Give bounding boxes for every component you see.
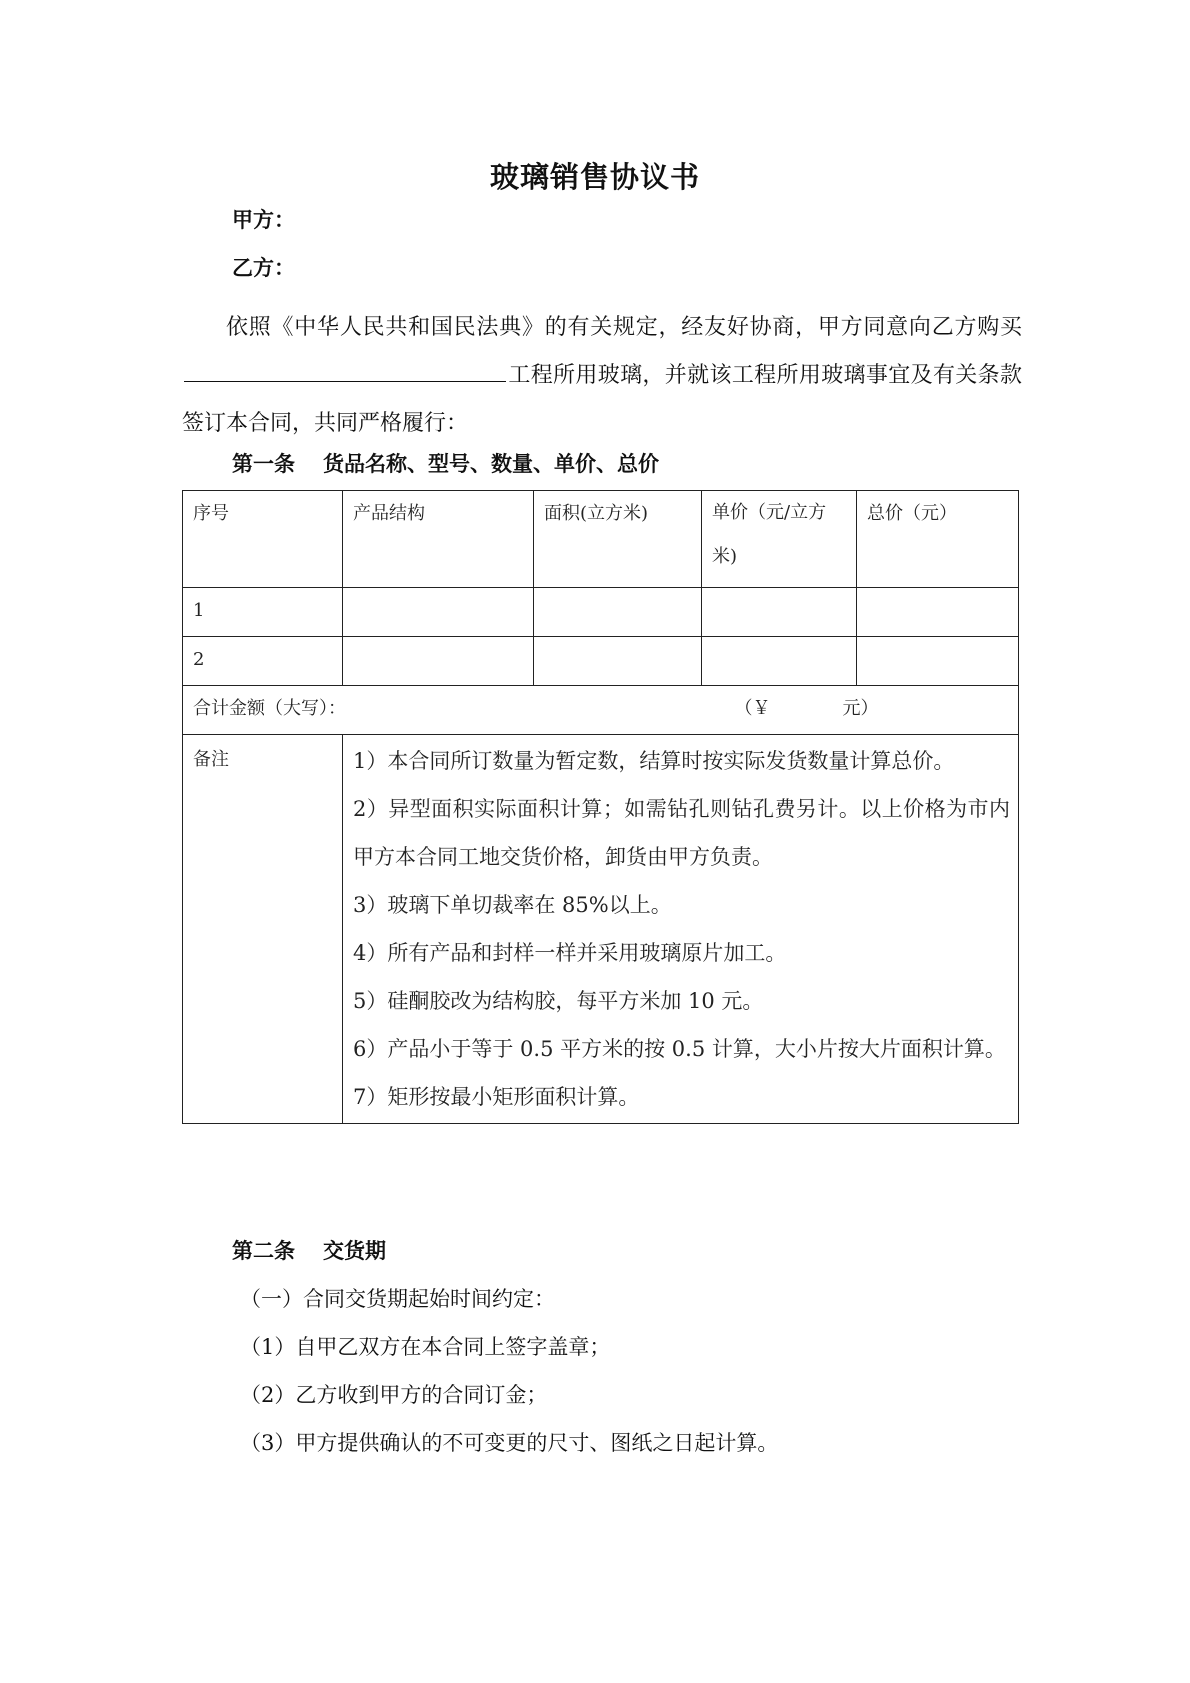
section2-heading <box>232 1235 386 1265</box>
table-cell[interactable] <box>343 588 534 637</box>
section1-heading <box>232 448 659 478</box>
note-item: 1）本合同所订数量为暂定数，结算时按实际发货数量计算总价。 <box>353 749 955 773</box>
section2-number: 第二条 <box>232 1238 295 1263</box>
table-row <box>183 588 1019 637</box>
section1-title: 货品名称、型号、数量、单价、总价 <box>323 451 659 476</box>
header-cell: 单价（元/立方米) <box>702 491 857 588</box>
table-cell[interactable] <box>343 637 534 686</box>
table-cell[interactable] <box>702 637 857 686</box>
header-cell: 产品结构 <box>343 491 534 588</box>
table-cell: 1 <box>183 588 343 637</box>
section2-title: 交货期 <box>323 1238 386 1263</box>
delivery-clause-item: （1）自甲乙双方在本合同上签字盖章； <box>240 1335 611 1359</box>
notes-cell <box>343 735 1019 1124</box>
section1-number: 第一条 <box>232 451 295 476</box>
total-cell[interactable] <box>183 686 1019 735</box>
header-cell: 序号 <box>183 491 343 588</box>
table-header-row <box>183 491 1019 588</box>
project-name-blank[interactable] <box>184 357 506 382</box>
party-a-label: 甲方： <box>232 207 295 232</box>
total-amount-label: 合计金额（大写）： <box>193 698 346 719</box>
header-cell: 面积(立方米) <box>534 491 702 588</box>
delivery-clause-item: （一）合同交货期起始时间约定： <box>240 1287 555 1311</box>
table-cell[interactable] <box>857 588 1019 637</box>
intro-text-part2: 工程所用玻璃，并就该工程所用玻璃事宜及有关条款签订本合同，共同严格履行： <box>182 363 1022 436</box>
note-item: 6）产品小于等于 0.5 平方米的按 0.5 计算，大小片按大片面积计算。 <box>353 1037 1006 1061</box>
note-item: 4）所有产品和封样一样并采用玻璃原片加工。 <box>353 941 787 965</box>
note-item: 3）玻璃下单切裁率在 85%以上。 <box>353 893 672 917</box>
note-item: 2）异型面积实际面积计算；如需钻孔则钻孔费另计。以上价格为市内甲方本合同工地交货价格，卸货由甲方负责。 <box>353 797 1010 869</box>
table-cell[interactable] <box>534 588 702 637</box>
note-item: 7）矩形按最小矩形面积计算。 <box>353 1085 640 1109</box>
document-title: 玻璃销售协议书 <box>489 160 700 194</box>
delivery-clause-item: （3）甲方提供确认的不可变更的尺寸、图纸之日起计算。 <box>240 1431 779 1455</box>
notes-label: 备注 <box>183 735 343 1124</box>
intro-text-part1: 依照《中华人民共和国民法典》的有关规定，经友好协商，甲方同意向乙方购买 <box>226 315 1022 340</box>
table-cell[interactable] <box>702 588 857 637</box>
table-cell[interactable] <box>534 637 702 686</box>
table-cell: 2 <box>183 637 343 686</box>
party-b-label: 乙方： <box>232 255 295 280</box>
intro-paragraph <box>182 304 1022 448</box>
table-cell[interactable] <box>857 637 1019 686</box>
notes-row <box>183 735 1019 1124</box>
total-yuan-amount: （￥ 元） <box>734 698 879 719</box>
delivery-clause-item: （2）乙方收到甲方的合同订金； <box>240 1383 548 1407</box>
total-row <box>183 686 1019 735</box>
header-cell: 总价（元） <box>857 491 1019 588</box>
note-item: 5）硅酮胶改为结构胶，每平方米加 10 元。 <box>353 989 764 1013</box>
goods-table <box>182 490 1019 1124</box>
table-row <box>183 637 1019 686</box>
